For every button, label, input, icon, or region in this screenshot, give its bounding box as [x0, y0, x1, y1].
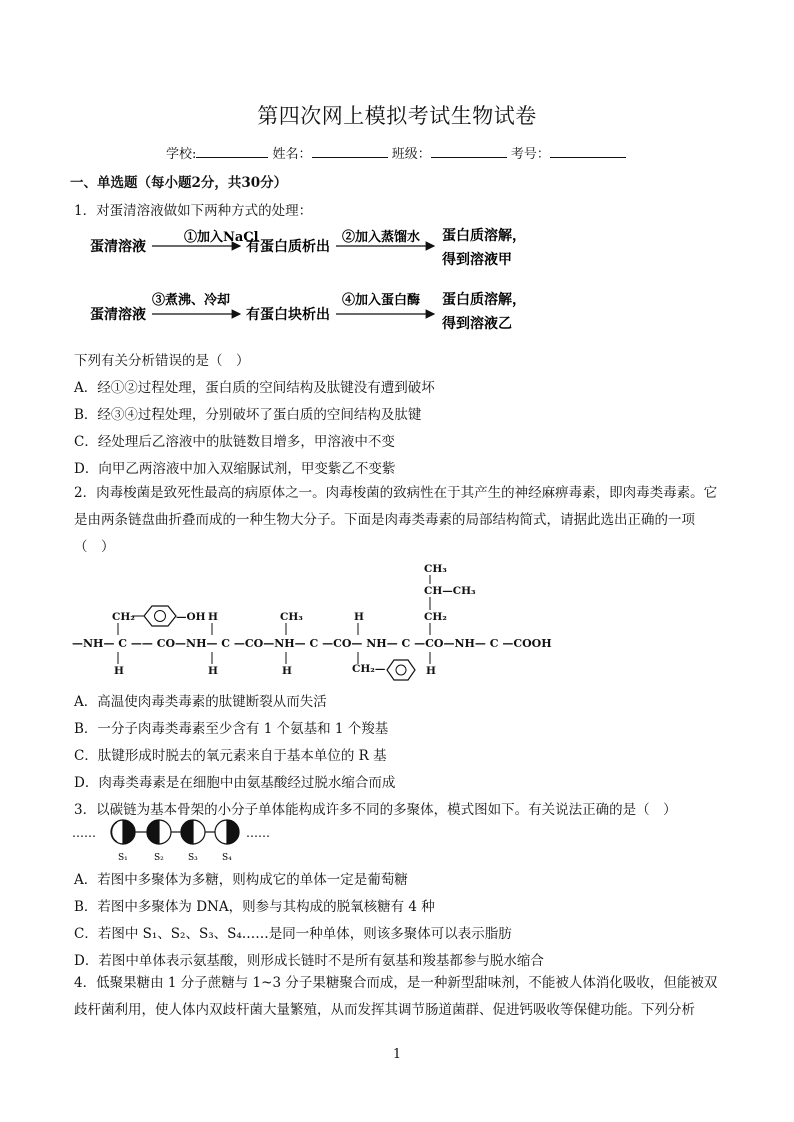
- f-ch2-r1: CH₂: [112, 611, 135, 623]
- d-start-2: 蛋清溶液: [90, 307, 146, 323]
- f-mainchain: —NH— C —— CO—NH— C —CO—NH— C —CO— NH— C —CO—NH— C —COOH: [72, 637, 552, 650]
- label-s3: S₃: [188, 853, 198, 863]
- q4-stem: 4．低聚果糖由 1 分子蔗糖与 1~3 分子果糖聚合而成，是一种新型甜味剂，不能被人体消化吸收，但能被双歧杆菌利用，使人体内双歧杆菌大量繁殖，从而发挥其调节肠道菌群、促进钙吸收等保健功能。下列分析: [74, 975, 718, 1018]
- q1-process-diagram: [80, 222, 526, 342]
- q1-option-d[interactable]: D．向甲乙两溶液中加入双缩脲试剂，甲变紫乙不变紫: [74, 461, 396, 477]
- f-h-r1-bottom: H: [114, 665, 124, 677]
- label-s4: S₄: [222, 853, 232, 863]
- f-ch3-top: CH₃: [424, 563, 447, 575]
- q1-ask: 下列有关分析错误的是（ ）: [74, 353, 250, 369]
- d-mid2: 有蛋白块析出: [246, 307, 330, 323]
- benzene-ring: [387, 660, 415, 680]
- d-end2a: 蛋白质溶解，: [442, 292, 526, 308]
- f-h-r5-bottom: H: [426, 665, 436, 677]
- student-info-line: [166, 143, 626, 162]
- f-h-r2-bottom: H: [208, 665, 218, 677]
- page-number: 1: [392, 1047, 402, 1062]
- section-heading: 一、单选题（每小题2分，共30分）: [70, 175, 288, 191]
- d-start-1: 蛋清溶液: [90, 239, 146, 255]
- q2-structural-formula: [72, 560, 552, 685]
- q2-option-a[interactable]: A．高温使肉毒类毒素的肽键断裂从而失活: [74, 694, 327, 710]
- d-end1a: 蛋白质溶解，: [442, 228, 526, 244]
- q1-stem: 1．对蛋清溶液做如下两种方式的处理：: [74, 203, 313, 219]
- f-ch-ch3: CH—CH₃: [424, 585, 476, 597]
- q3-option-b[interactable]: B．若图中多聚体为 DNA，则参与其构成的脱氧核糖有 4 种: [74, 899, 435, 915]
- class-label: 班级：: [391, 147, 431, 162]
- q1-option-c[interactable]: C．经处理后乙溶液中的肽链数目增多，甲溶液中不变: [74, 434, 395, 450]
- q3-option-d[interactable]: D．若图中单体表示氨基酸，则形成长链时不是所有氨基和羧基都参与脱水缩合: [74, 953, 544, 969]
- label-s1: S₁: [118, 853, 128, 863]
- q2-stem: 2．肉毒梭菌是致死性最高的病原体之一。肉毒梭菌的致病性在于其产生的神经麻痹毒素，即肉毒类毒素。它是由两条链盘曲折叠而成的一种生物大分子。下面是肉毒类毒素的局部结构简式，请据此选出正确的一项（ ）: [74, 485, 718, 555]
- d-end1b: 得到溶液甲: [442, 252, 512, 268]
- d-step1: ①加入NaCl: [184, 230, 259, 245]
- f-oh: —OH: [176, 611, 206, 623]
- q3-option-a[interactable]: A．若图中多聚体为多糖，则构成它的单体一定是葡萄糖: [74, 872, 408, 888]
- dots-left: ……: [72, 826, 96, 840]
- label-s2: S₂: [154, 853, 164, 863]
- q1-option-a[interactable]: A．经①②过程处理，蛋白质的空间结构及肽键没有遭到破坏: [74, 380, 435, 396]
- school-label: 学校:: [166, 147, 197, 162]
- number-blank[interactable]: [550, 145, 626, 158]
- q2-option-d[interactable]: D．肉毒类毒素是在细胞中由氨基酸经过脱水缩合而成: [74, 775, 396, 791]
- q2-option-b[interactable]: B．一分子肉毒类毒素至少含有 1 个氨基和 1 个羧基: [74, 721, 389, 737]
- class-blank[interactable]: [431, 145, 507, 158]
- d-step2: ②加入蒸馏水: [342, 230, 421, 245]
- q3-polymer-diagram: [72, 818, 312, 864]
- number-label: 考号：: [510, 147, 550, 162]
- phenol-ring: [144, 606, 176, 626]
- name-label: 姓名：: [272, 147, 312, 162]
- f-ch2-r4: CH₂—: [352, 663, 386, 675]
- school-blank[interactable]: [196, 145, 268, 158]
- f-h-r3-bottom: H: [282, 665, 292, 677]
- f-h-r2-top: H: [208, 611, 218, 623]
- f-ch2-r5: CH₂: [424, 611, 447, 623]
- exam-title: 第四次网上模拟考试生物试卷: [257, 104, 537, 128]
- d-end2b: 得到溶液乙: [442, 316, 512, 332]
- d-step3: ③煮沸、冷却: [152, 293, 231, 308]
- q2-option-c[interactable]: C．肽键形成时脱去的氧元素来自于基本单位的 R 基: [74, 748, 387, 764]
- f-ch3-r3: CH₃: [280, 611, 303, 623]
- name-blank[interactable]: [312, 145, 388, 158]
- q1-option-b[interactable]: B．经③④过程处理，分别破坏了蛋白质的空间结构及肽键: [74, 407, 422, 423]
- d-mid1: 有蛋白质析出: [246, 239, 330, 255]
- q3-option-c[interactable]: C．若图中 S₁、S₂、S₃、S₄……是同一种单体，则该多聚体可以表示脂肪: [74, 926, 512, 942]
- f-h-r4-top: H: [354, 611, 364, 623]
- q3-stem: 3．以碳链为基本骨架的小分子单体能构成许多不同的多聚体，模式图如下。有关说法正确的是（ ）: [74, 802, 677, 818]
- d-step4: ④加入蛋白酶: [342, 293, 421, 308]
- dots-right: ……: [246, 826, 270, 840]
